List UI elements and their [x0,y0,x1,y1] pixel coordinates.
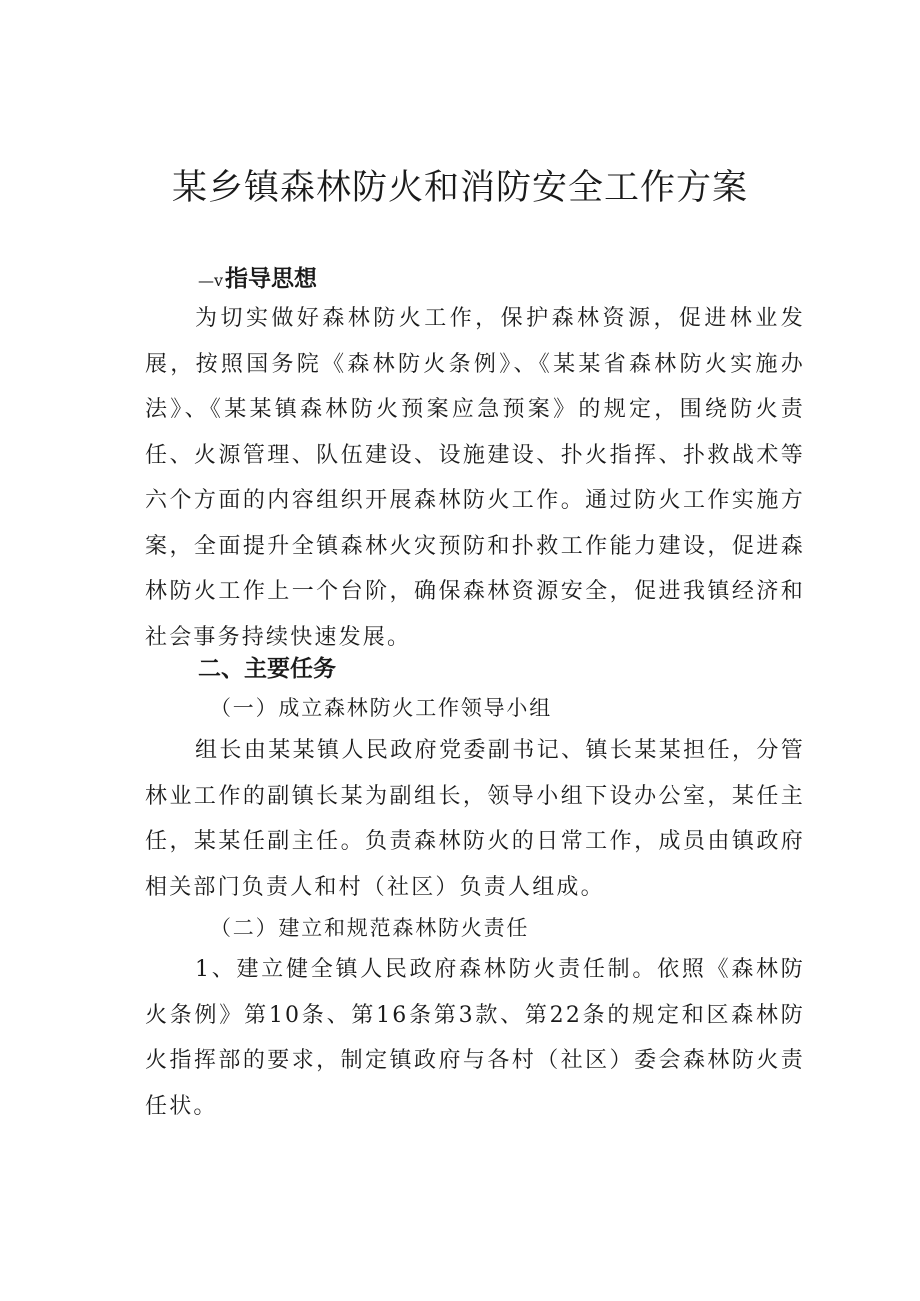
section-marker: —v [198,271,224,290]
section-heading-main-tasks: 二、主要任务 [198,656,336,682]
section-heading-guiding-ideology [198,260,317,293]
subsection-heading-leading-group: （一）成立森林防火工作领导小组 [210,696,552,720]
document-title: 某乡镇森林防火和消防安全工作方案 [171,168,748,208]
leading-group-paragraph: 组长由某某镇人民政府党委副书记、镇长某某担任，分管林业工作的副镇长某为副组长，领导小组下设办公室，某任主任，某某任副主任。负责森林防火的日常工作，成员由镇政府相关部门负责人和村（社区）负责人组成。 [145,738,805,900]
responsibility-paragraph: 1、建立健全镇人民政府森林防火责任制。依照《森林防火条例》第10条、第16条第3款、第22条的规定和区森林防火指挥部的要求，制定镇政府与各村（社区）委会森林防火责任状。 [145,957,805,1119]
guiding-ideology-paragraph: 为切实做好森林防火工作，保护森林资源，促进林业发展，按照国务院《森林防火条例》、《某某省森林防火实施办法》、《某某镇森林防火预案应急预案》的规定，围绕防火责任、火源管理、队伍建设、设施建设、扑火指挥、扑救战术等六个方面的内容组织开展森林防火工作。通过防火工作实施方案，全面提升全镇森林火灾预防和扑救工作能力建设，促进森林防火工作上一个台阶，确保森林资源安全，促进我镇经济和社会事务持续快速发展。 [145,306,805,650]
section-heading-text: 指导思想 [225,266,318,292]
subsection-heading-responsibility: （二）建立和规范森林防火责任 [210,916,530,940]
